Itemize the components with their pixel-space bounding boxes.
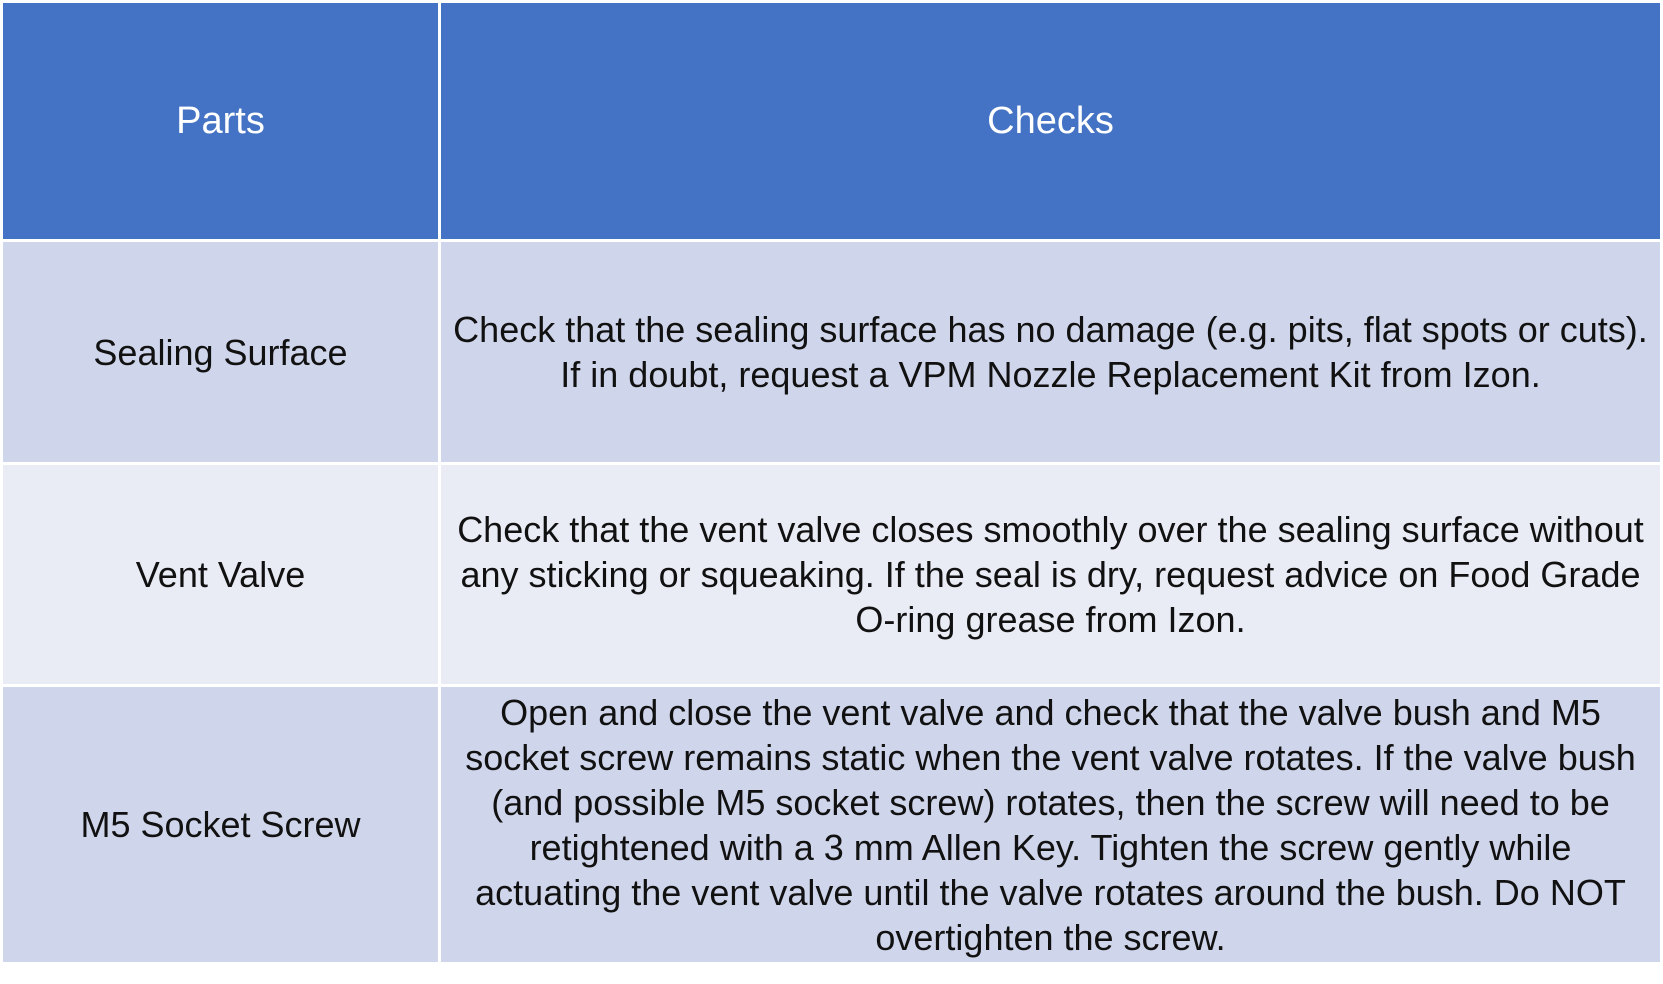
table-row (0, 242, 1663, 465)
table-row (0, 465, 1663, 687)
header-row (0, 0, 1663, 242)
header-parts: Parts (0, 0, 441, 242)
part-cell: M5 Socket Screw (0, 687, 441, 965)
check-cell: Check that the sealing surface has no damage (e.g. pits, flat spots or cuts). If in doubt, request a VPM Nozzle Replacement Kit from Izon. (441, 242, 1663, 465)
table-row (0, 687, 1663, 965)
part-cell: Sealing Surface (0, 242, 441, 465)
check-cell: Open and close the vent valve and check that the valve bush and M5 socket screw remains static when the vent valve rotates. If the valve bush (and possible M5 socket screw) rotates, then the screw will need to be retightened with a 3 mm Allen Key. Tighten the screw gently while actuating the vent valve until the valve rotates around the bush. Do NOT overtighten the screw. (441, 687, 1663, 965)
check-cell: Check that the vent valve closes smoothly over the sealing surface without any sticking or squeaking. If the seal is dry, request advice on Food Grade O-ring grease from Izon. (441, 465, 1663, 687)
part-cell: Vent Valve (0, 465, 441, 687)
header-checks: Checks (441, 0, 1663, 242)
